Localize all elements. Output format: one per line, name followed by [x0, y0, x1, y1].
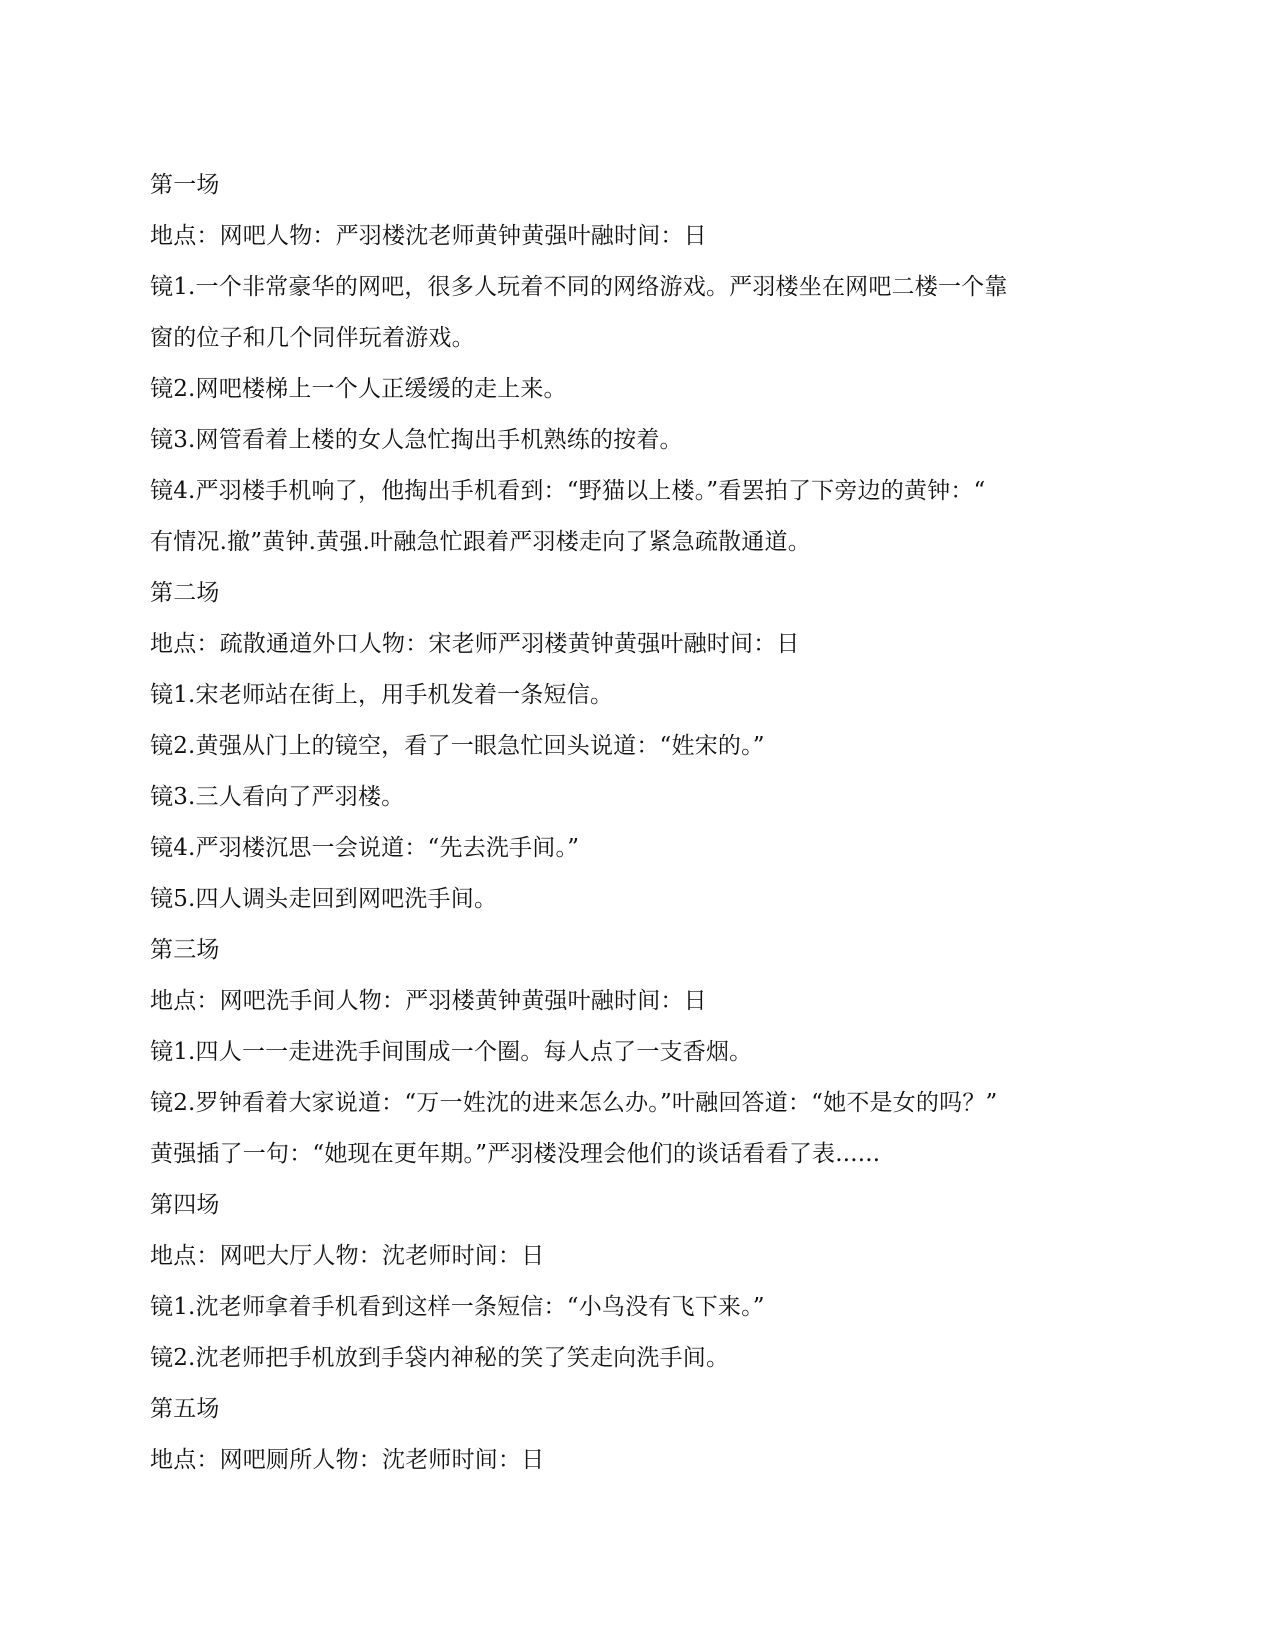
- scene-info: 地点：网吧厕所人物：沈老师时间：日: [150, 1447, 545, 1473]
- scene-info: 地点：疏散通道外口人物：宋老师严羽楼黄钟黄强叶融时间：日: [150, 631, 800, 657]
- shot-line: 镜4.严羽楼手机响了，他掏出手机看到：“野猫以上楼。”看罢拍了下旁边的黄钟：“: [150, 478, 986, 504]
- shot-line: 镜2.网吧楼梯上一个人正缓缓的走上来。: [150, 376, 567, 402]
- shot-line: 镜3.三人看向了严羽楼。: [150, 784, 405, 810]
- scene-heading: 第五场: [150, 1396, 220, 1422]
- shot-line: 镜1.一个非常豪华的网吧，很多人玩着不同的网络游戏。严羽楼坐在网吧二楼一个靠: [150, 274, 1008, 300]
- shot-line: 镜2.黄强从门上的镜空，看了一眼急忙回头说道：“姓宋的。”: [150, 733, 765, 759]
- shot-line: 镜1.宋老师站在街上，用手机发着一条短信。: [150, 682, 614, 708]
- shot-line: 镜2.沈老师把手机放到手袋内神秘的笑了笑走向洗手间。: [150, 1345, 730, 1371]
- shot-line: 窗的位子和几个同伴玩着游戏。: [150, 325, 475, 351]
- shot-line: 黄强插了一句：“她现在更年期。”严羽楼没理会他们的谈话看看了表......: [150, 1141, 881, 1167]
- shot-line: 镜4.严羽楼沉思一会说道：“先去洗手间。”: [150, 835, 580, 861]
- shot-line: 镜1.沈老师拿着手机看到这样一条短信：“小鸟没有飞下来。”: [150, 1294, 765, 1320]
- shot-line: 镜1.四人一一走进洗手间围成一个圈。每人点了一支香烟。: [150, 1039, 753, 1065]
- scene-heading: 第三场: [150, 937, 220, 963]
- scene-heading: 第一场: [150, 172, 220, 198]
- shot-line: 镜2.罗钟看着大家说道：“万一姓沈的进来怎么办。”叶融回答道：“她不是女的吗？”: [150, 1090, 998, 1116]
- scene-info: 地点：网吧洗手间人物：严羽楼黄钟黄强叶融时间：日: [150, 988, 707, 1014]
- document-body: [150, 160, 1080, 1486]
- shot-line: 镜5.四人调头走回到网吧洗手间。: [150, 886, 498, 912]
- shot-line: 有情况.撤”黄钟.黄强.叶融急忙跟着严羽楼走向了紧急疏散通道。: [150, 529, 811, 555]
- shot-line: 镜3.网管看着上楼的女人急忙掏出手机熟练的按着。: [150, 427, 683, 453]
- scene-info: 地点：网吧大厅人物：沈老师时间：日: [150, 1243, 545, 1269]
- scene-heading: 第四场: [150, 1192, 220, 1218]
- scene-heading: 第二场: [150, 580, 220, 606]
- scene-info: 地点：网吧人物：严羽楼沈老师黄钟黄强叶融时间：日: [150, 223, 707, 249]
